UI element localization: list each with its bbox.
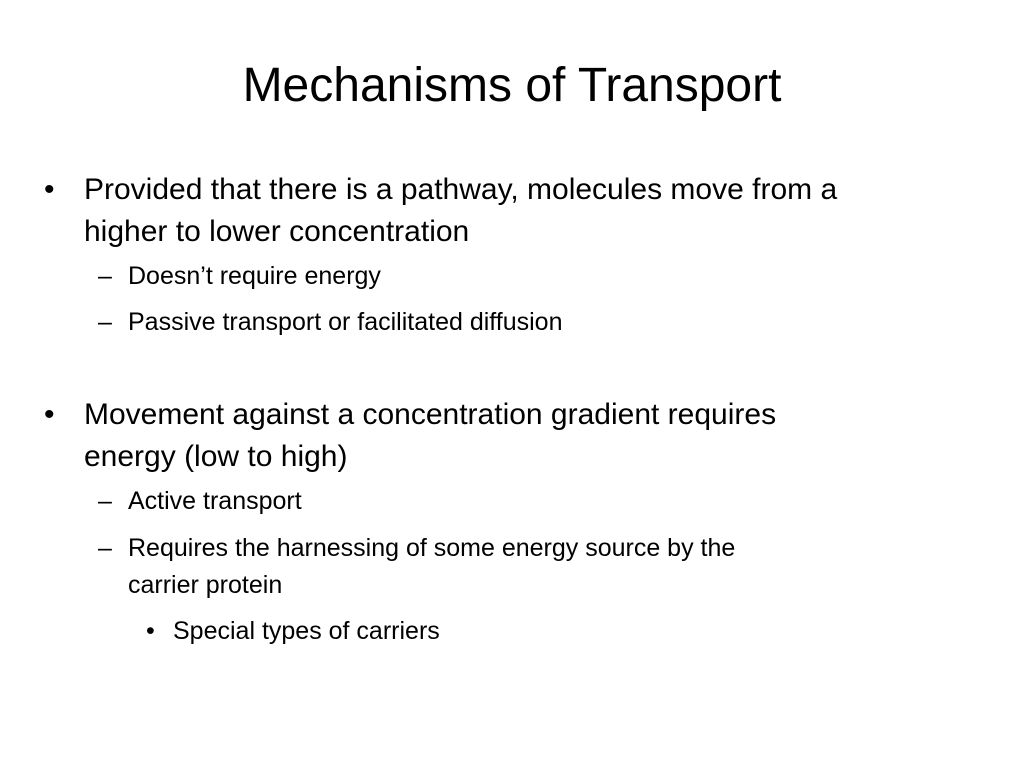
bullet-text-line: Provided that there is a pathway, molecules move from a	[84, 173, 838, 206]
sub-bullet-text-line: Requires the harnessing of some energy source by the	[128, 534, 736, 562]
bullet-text-line: higher to lower concentration	[84, 215, 470, 248]
sub-bullet-marker: –	[98, 534, 112, 562]
sub-bullet-marker: –	[98, 487, 112, 515]
sub-bullet-text-line: carrier protein	[128, 571, 283, 599]
bullet-marker: •	[44, 173, 55, 206]
slide-title: Mechanisms of Transport	[242, 59, 782, 112]
sub-bullet-text: Active transport	[128, 487, 302, 515]
bullet-text-line: energy (low to high)	[84, 440, 348, 473]
sub-bullet-text: Doesn’t require energy	[128, 262, 381, 290]
bullet-text-line: Movement against a concentration gradient requires	[84, 398, 777, 431]
sub-bullet-text: Passive transport or facilitated diffusion	[128, 308, 563, 336]
sub-bullet-marker: –	[98, 262, 112, 290]
sub-sub-bullet-text: Special types of carriers	[173, 617, 440, 645]
bullet-marker: •	[44, 398, 55, 431]
sub-sub-bullet-marker: •	[146, 617, 155, 645]
sub-bullet-marker: –	[98, 308, 112, 336]
